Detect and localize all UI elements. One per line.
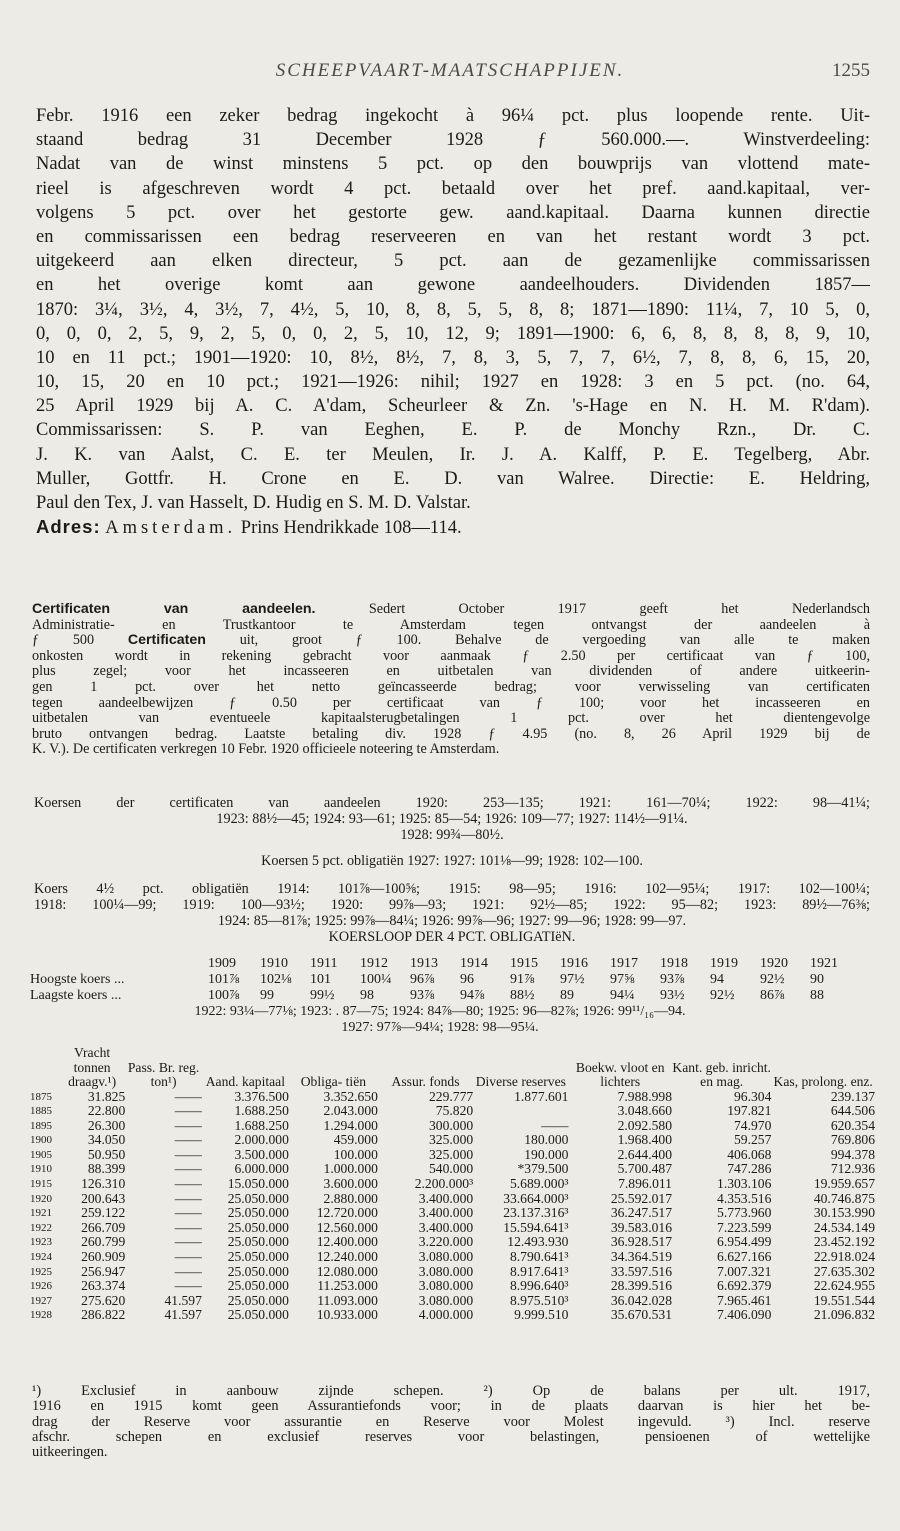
text-line: uitgekeerd aan elken directeur, 5 pct. aan de gezamenlijke commissarissen bbox=[36, 251, 870, 272]
table-cell: 3.080.000 bbox=[418, 1278, 474, 1294]
text-line bbox=[32, 633, 870, 649]
text-line: 10 en 11 pct.; 1901—1920: 10, 8½, 8½, 7, 8, 3, 5, 7, 7, 6½, 7, 8, 8, 6, 15, 20, bbox=[36, 347, 870, 368]
table-cell: 3.080.000 bbox=[418, 1249, 474, 1265]
table-cell: 1.877.601 bbox=[514, 1088, 569, 1104]
table-cell: 36.928.517 bbox=[610, 1234, 672, 1250]
table-cell: 75.820 bbox=[435, 1103, 474, 1119]
table-cell: 12.080.000 bbox=[316, 1263, 378, 1279]
table-row bbox=[30, 1250, 875, 1265]
table-cell: 1.294.000 bbox=[323, 1117, 378, 1133]
text-line: K. V.). De certificaten verkregen 10 Febr. 1920 officieele noteering te Amsterdam. bbox=[32, 742, 500, 758]
text-fragment: uit, groot ƒ 100. Behalve de vergoeding van alle te maken bbox=[239, 633, 870, 649]
table-cell: 25.050.000 bbox=[227, 1292, 289, 1308]
table-row bbox=[30, 1133, 875, 1148]
table-cell: 197.821 bbox=[727, 1103, 772, 1119]
table-cell: 126.310 bbox=[81, 1176, 126, 1192]
table-cell bbox=[473, 1104, 568, 1119]
certificate-prices bbox=[34, 795, 870, 843]
year-cell: 1915 bbox=[510, 956, 538, 971]
text-line: 1870: 3¼, 3½, 4, 3½, 7, 4½, 5, 10, 8, 8, 5, 5, 8, 8; 1871—1890: 11¼, 7, 10 5, 0, bbox=[36, 299, 870, 320]
text-line bbox=[32, 602, 870, 618]
text-line: staand bedrag 31 December 1928 ƒ 560.000.—. Winstverdeeling: bbox=[36, 130, 870, 151]
text-line: Koersen der certificaten van aandeelen 1920: 253—135; 1921: 161—70¼; 1922: 98—41¼; bbox=[34, 795, 870, 811]
text-line: Muller, Gottfr. H. Crone en E. D. van Walree. Directie: E. Heldring, bbox=[36, 468, 870, 489]
text-line: Commissarissen: S. P. van Eeghen, E. P. de Monchy Rzn., Dr. C. bbox=[36, 420, 870, 441]
table-cell: 2.880.000 bbox=[323, 1190, 378, 1206]
table-row bbox=[30, 1148, 875, 1163]
text-line: uitbetalen van eventueele kapitaalsterugbetalingen 1 pct. over het dientengevolge bbox=[32, 711, 870, 727]
table-cell: 260.909 bbox=[81, 1249, 126, 1265]
table-cell: 259.122 bbox=[81, 1205, 126, 1221]
address-city: Amsterdam. bbox=[105, 518, 237, 539]
table-cell: 9.999.510 bbox=[514, 1307, 569, 1323]
table-cell: 644.506 bbox=[830, 1103, 875, 1119]
footnote-line: 1916 en 1915 komt geen Assurantiefonds voor; in de plaats daarvan is hier het be- bbox=[32, 1399, 870, 1415]
table-cell: 300.000 bbox=[428, 1117, 474, 1133]
column-header: Kant. geb. inricht. en mag. bbox=[672, 1059, 771, 1089]
year-cell: 1918 bbox=[660, 956, 688, 971]
koersloop-high-row bbox=[30, 972, 860, 988]
table-row bbox=[30, 1104, 875, 1119]
table-cell: 7.896.011 bbox=[618, 1176, 672, 1192]
table-cell: —— bbox=[174, 1146, 202, 1162]
text-line: rieel is afgeschreven wordt 4 pct. betaald over het pref. aand.kapitaal, ver- bbox=[36, 178, 870, 199]
table-cell: 35.670.531 bbox=[610, 1307, 672, 1323]
text-line: Nadat van de winst minstens 5 pct. op den bouwprijs van vlottend mate- bbox=[36, 154, 870, 175]
table-cell: 3.400.000 bbox=[418, 1219, 474, 1235]
table-cell: 5.689.000³ bbox=[509, 1176, 569, 1192]
text-line: J. K. van Aalst, C. E. ter Meulen, Ir. J. A. Kalff, P. E. Tegelberg, Abr. bbox=[36, 444, 870, 465]
bond-4-5pct-prices bbox=[34, 881, 870, 945]
column-header bbox=[30, 1046, 59, 1090]
table-cell: 1.688.250 bbox=[234, 1103, 289, 1119]
table-cell: 747.286 bbox=[727, 1161, 772, 1177]
table-row bbox=[30, 1177, 875, 1192]
table-cell: 25.050.000 bbox=[227, 1307, 289, 1323]
table-cell: 2.092.580 bbox=[617, 1117, 672, 1133]
table-cell: 74.970 bbox=[734, 1117, 772, 1133]
footnotes bbox=[32, 1384, 870, 1460]
table-row bbox=[30, 1192, 875, 1207]
year-cell: 1924 bbox=[30, 1251, 52, 1264]
price-cell: 102⅛ bbox=[260, 972, 292, 987]
table-cell: 4.353.516 bbox=[717, 1190, 772, 1206]
year-cell: 1910 bbox=[30, 1163, 52, 1176]
column-header: Assur. fonds bbox=[391, 1074, 460, 1089]
running-title: SCHEEPVAART-MAATSCHAPPIJEN. bbox=[275, 60, 625, 81]
balance-table bbox=[30, 1046, 875, 1323]
table-cell: —— bbox=[174, 1263, 202, 1279]
table-cell: 180.000 bbox=[524, 1132, 569, 1148]
table-cell: 6.692.379 bbox=[717, 1278, 772, 1294]
table-cell: 34.050 bbox=[87, 1132, 126, 1148]
table-cell: 25.050.000 bbox=[227, 1263, 289, 1279]
table-cell: 23.137.316³ bbox=[503, 1205, 569, 1221]
price-cell: 93⅞ bbox=[410, 988, 435, 1003]
table-cell: 260.799 bbox=[81, 1234, 126, 1250]
table-row bbox=[30, 1294, 875, 1309]
table-cell: 11.093.000 bbox=[317, 1292, 378, 1308]
column-header: Aand. kapitaal bbox=[205, 1074, 285, 1089]
page-number: 1255 bbox=[832, 60, 870, 81]
table-cell: 28.399.516 bbox=[610, 1278, 672, 1294]
year-cell: 1921 bbox=[30, 1207, 52, 1220]
table-cell: 10.933.000 bbox=[316, 1307, 378, 1323]
address-street: Prins Hendrikkade 108—114. bbox=[240, 518, 462, 539]
price-cell: 97½ bbox=[560, 972, 585, 987]
price-cell: 99 bbox=[260, 988, 274, 1003]
table-cell: 994.378 bbox=[830, 1146, 875, 1162]
table-cell: 12.400.000 bbox=[316, 1234, 378, 1250]
table-cell: 50.950 bbox=[87, 1146, 126, 1162]
table-cell: 190.000 bbox=[524, 1146, 569, 1162]
table-cell: 325.000 bbox=[428, 1132, 474, 1148]
column-header: Diverse reserves bbox=[475, 1074, 566, 1089]
table-cell: 5.700.487 bbox=[617, 1161, 672, 1177]
year-cell: 1914 bbox=[460, 956, 488, 971]
table-row bbox=[30, 1265, 875, 1280]
table-row bbox=[30, 1206, 875, 1221]
table-cell: 3.400.000 bbox=[418, 1190, 474, 1206]
year-cell: 1920 bbox=[760, 956, 788, 971]
table-cell: 12.493.930 bbox=[507, 1234, 569, 1250]
table-cell: 96.304 bbox=[734, 1088, 772, 1104]
year-cell: 1905 bbox=[30, 1148, 52, 1161]
table-row bbox=[30, 1162, 875, 1177]
table-cell: 5.773.960 bbox=[717, 1205, 772, 1221]
table-cell: 41.597 bbox=[164, 1292, 202, 1308]
footnote-line: ¹) Exclusief in aanbouw zijnde schepen. ²) Op de balans per ult. 1917, bbox=[32, 1384, 870, 1399]
year-cell: 1913 bbox=[410, 956, 438, 971]
address-label: Adres: bbox=[36, 516, 101, 538]
table-cell: 8.975.510³ bbox=[509, 1292, 569, 1308]
table-cell: 24.534.149 bbox=[813, 1219, 875, 1235]
table-cell: 2.644.400 bbox=[617, 1146, 672, 1162]
table-cell: 19.551.544 bbox=[813, 1292, 875, 1308]
price-cell: 94⅞ bbox=[460, 988, 485, 1003]
year-cell: 1917 bbox=[610, 956, 638, 971]
page-header bbox=[0, 58, 900, 88]
table-cell: 22.624.955 bbox=[813, 1278, 875, 1294]
table-cell: —— bbox=[541, 1117, 569, 1133]
certificates-section bbox=[32, 602, 870, 758]
text-line: onkosten wordt in rekening gebracht voor aanmaak ƒ 2.50 per certificaat van ƒ 100, bbox=[32, 648, 870, 664]
table-cell: —— bbox=[174, 1278, 202, 1294]
text-line: 1924: 85—81⅞; 1925: 99⅞—84¼; 1926: 99⅞—96; 1927: 99—96; 1928: 99—97. bbox=[217, 913, 687, 929]
table-cell: 1.688.250 bbox=[234, 1117, 289, 1133]
price-cell: 90 bbox=[810, 972, 824, 987]
table-cell: 263.374 bbox=[81, 1278, 126, 1294]
table-cell: 25.050.000 bbox=[227, 1278, 289, 1294]
table-cell: 21.096.832 bbox=[813, 1307, 875, 1323]
year-cell: 1909 bbox=[208, 956, 236, 971]
table-cell: 33.597.516 bbox=[610, 1263, 672, 1279]
table-cell: —— bbox=[174, 1234, 202, 1250]
table-cell: 25.050.000 bbox=[227, 1234, 289, 1250]
price-cell: 88½ bbox=[510, 988, 535, 1003]
table-cell: 40.746.875 bbox=[813, 1190, 875, 1206]
year-cell: 1927 bbox=[30, 1294, 52, 1307]
address-line bbox=[36, 515, 870, 539]
year-cell: 1911 bbox=[310, 956, 338, 971]
table-cell: 26.300 bbox=[87, 1117, 126, 1133]
table-cell: 3.220.000 bbox=[418, 1234, 474, 1250]
table-cell: 6.954.499 bbox=[717, 1234, 772, 1250]
year-cell: 1915 bbox=[30, 1178, 52, 1191]
table-cell: 2.043.000 bbox=[323, 1103, 378, 1119]
table-cell: *379.500 bbox=[517, 1161, 569, 1177]
table-cell: 200.643 bbox=[81, 1190, 126, 1206]
row-label: Laagste koers ... bbox=[30, 988, 122, 1003]
table-cell: 25.050.000 bbox=[227, 1219, 289, 1235]
text-line: Koers 4½ pct. obligatiën 1914: 101⅞—100⅝; 1915: 98—95; 1916: 102—95¼; 1917: 102—100¼; bbox=[34, 881, 870, 897]
price-cell: 93½ bbox=[660, 988, 685, 1003]
table-cell: 39.583.016 bbox=[610, 1219, 672, 1235]
column-header: Obliga- tiën bbox=[300, 1074, 367, 1089]
table-cell: 7.965.461 bbox=[717, 1292, 772, 1308]
text-line: Koersen 5 pct. obligatiën 1927: 1927: 101⅛—99; 1928: 102—100. bbox=[261, 853, 643, 869]
text-line: Administratie- en Trustkantoor te Amsterdam tegen ontvangst der aandeelen à bbox=[32, 617, 870, 633]
text-line: en het overige komt aan gewone aandeelhouders. Dividenden 1857— bbox=[36, 275, 870, 296]
footnote-line: afschr. schepen en exclusief reserves voor belastingen, pensioenen of wettelijke bbox=[32, 1429, 870, 1445]
table-cell: 620.354 bbox=[830, 1117, 875, 1133]
table-cell: 1.968.400 bbox=[617, 1132, 672, 1148]
price-cell: 89 bbox=[560, 988, 574, 1003]
table-cell: —— bbox=[174, 1088, 202, 1104]
text-line: 1922: 93¼—77⅛; 1923: . 87—75; 1924: 84⅞—80; 1925: 96—82⅞; 1926: 99¹¹/₁₆—94. bbox=[194, 1004, 686, 1019]
table-cell: 286.822 bbox=[81, 1307, 126, 1323]
price-cell: 86⅞ bbox=[760, 988, 785, 1003]
table-cell: 34.364.519 bbox=[610, 1249, 672, 1265]
price-cell: 99½ bbox=[310, 988, 335, 1003]
koersloop-table bbox=[30, 956, 870, 1036]
table-cell: 769.806 bbox=[830, 1132, 875, 1148]
price-cell: 88 bbox=[810, 988, 824, 1003]
text-line: 1918: 100¼—99; 1919: 100—93½; 1920: 99⅞—93; 1921: 92½—85; 1922: 95—82; 1923: 89½—76⅜; bbox=[34, 897, 870, 913]
table-cell: 88.399 bbox=[87, 1161, 126, 1177]
table-cell: 22.918.024 bbox=[813, 1249, 875, 1265]
table-cell: 15.594.641³ bbox=[503, 1219, 569, 1235]
table-cell: 100.000 bbox=[333, 1146, 378, 1162]
year-cell: 1912 bbox=[360, 956, 388, 971]
table-cell: 19.959.657 bbox=[813, 1176, 875, 1192]
year-cell: 1928 bbox=[30, 1309, 52, 1322]
table-cell: 25.050.000 bbox=[227, 1249, 289, 1265]
table-row bbox=[30, 1235, 875, 1250]
table-cell: 540.000 bbox=[428, 1161, 474, 1177]
text-line: tegen aandeelbewijzen ƒ 0.50 per certificaat van ƒ 100; voor het incasseeren en bbox=[32, 695, 870, 711]
year-cell: 1916 bbox=[560, 956, 588, 971]
price-cell: 96 bbox=[460, 972, 474, 987]
column-header: Boekw. vloot en lichters bbox=[575, 1059, 665, 1089]
text-line: 0, 0, 0, 2, 5, 9, 2, 5, 0, 0, 2, 5, 10, 12, 9; 1891—1900: 6, 6, 8, 8, 8, 8, 9, 10, bbox=[36, 323, 870, 344]
table-cell: 2.200.000³ bbox=[414, 1176, 474, 1192]
table-cell: 7.007.321 bbox=[717, 1263, 772, 1279]
text-line: 1928: 99¾—80½. bbox=[400, 827, 504, 843]
year-cell: 1923 bbox=[30, 1236, 52, 1249]
table-cell: 15.050.000 bbox=[227, 1176, 289, 1192]
table-cell: 266.709 bbox=[81, 1219, 126, 1235]
table-cell: 22.800 bbox=[87, 1103, 126, 1119]
text-fragment: Sedert October 1917 geeft het Nederlandsch bbox=[368, 602, 870, 617]
table-cell: 8.917.641³ bbox=[509, 1263, 569, 1279]
table-cell: 2.000.000 bbox=[234, 1132, 289, 1148]
table-cell: 23.452.192 bbox=[813, 1234, 875, 1250]
year-cell: 1922 bbox=[30, 1221, 52, 1234]
bond-5pct-prices bbox=[34, 853, 870, 869]
koersloop-year-row bbox=[30, 956, 860, 972]
table-cell: 36.247.517 bbox=[610, 1205, 672, 1221]
table-cell: —— bbox=[174, 1132, 202, 1148]
price-cell: 100¼ bbox=[360, 972, 392, 987]
year-cell: 1926 bbox=[30, 1280, 52, 1293]
table-cell: 406.068 bbox=[727, 1146, 772, 1162]
table-row bbox=[30, 1279, 875, 1294]
footnote-line: drag der Reserve voor assurantie en Reserve voor Molest ingevuld. ³) Incl. reserve bbox=[32, 1414, 870, 1430]
price-cell: 93⅞ bbox=[660, 972, 685, 987]
table-body bbox=[30, 1090, 875, 1324]
certificates-heading: Certificaten van aandeelen. bbox=[32, 602, 316, 617]
price-cell: 98 bbox=[360, 988, 374, 1003]
table-cell: —— bbox=[174, 1117, 202, 1133]
year-cell: 1921 bbox=[810, 956, 838, 971]
row-label: Hoogste koers ... bbox=[30, 972, 125, 987]
price-cell: 92½ bbox=[710, 988, 735, 1003]
year-cell: 1910 bbox=[260, 956, 288, 971]
text-fragment: ƒ 500 bbox=[32, 633, 95, 649]
table-cell: 36.042.028 bbox=[610, 1292, 672, 1308]
text-line: 10, 15, 20 en 10 pct.; 1921—1926: nihil; 1927 en 1928: 3 en 5 pct. (no. 64, bbox=[36, 372, 870, 393]
table-cell: 325.000 bbox=[428, 1146, 474, 1162]
table-cell: 12.240.000 bbox=[316, 1249, 378, 1265]
table-cell: —— bbox=[174, 1205, 202, 1221]
price-cell: 101⅞ bbox=[208, 972, 240, 987]
table-cell: 3.600.000 bbox=[323, 1176, 378, 1192]
table-cell: 8.790.641³ bbox=[509, 1249, 569, 1265]
table-cell: 712.936 bbox=[830, 1161, 875, 1177]
table-cell: 33.664.000³ bbox=[503, 1190, 569, 1206]
price-cell: 96⅞ bbox=[410, 972, 435, 987]
table-cell: 25.050.000 bbox=[227, 1190, 289, 1206]
table-cell: 6.627.166 bbox=[717, 1249, 772, 1265]
table-cell: 30.153.990 bbox=[813, 1205, 875, 1221]
year-cell: 1900 bbox=[30, 1134, 52, 1147]
table-cell: 3.352.650 bbox=[323, 1088, 378, 1104]
table-cell: 11.253.000 bbox=[317, 1278, 378, 1294]
price-cell: 101 bbox=[310, 972, 331, 987]
table-row bbox=[30, 1119, 875, 1134]
text-line: plus zegel; voor het incasseeren en uitbetalen van dividenden of andere uitkeerin- bbox=[32, 664, 870, 680]
year-cell: 1920 bbox=[30, 1192, 52, 1205]
year-cell: 1919 bbox=[710, 956, 738, 971]
table-cell: 12.560.000 bbox=[316, 1219, 378, 1235]
footnote-line: uitkeeringen. bbox=[32, 1445, 108, 1461]
company-description bbox=[36, 104, 870, 539]
price-cell: 92½ bbox=[760, 972, 785, 987]
price-cell: 97⅝ bbox=[610, 972, 635, 987]
table-header-row bbox=[30, 1046, 875, 1090]
table-cell: 12.720.000 bbox=[316, 1205, 378, 1221]
table-cell: —— bbox=[174, 1103, 202, 1119]
koersloop-title: KOERSLOOP DER 4 PCT. OBLIGATIëN. bbox=[328, 929, 576, 945]
year-cell: 1895 bbox=[30, 1119, 52, 1132]
price-cell: 94 bbox=[710, 972, 724, 987]
text-line: 25 April 1929 bij A. C. A'dam, Scheurleer & Zn. 's-Hage en N. H. M. R'dam). bbox=[36, 396, 870, 417]
table-cell: —— bbox=[174, 1176, 202, 1192]
table-cell: 239.137 bbox=[830, 1088, 875, 1104]
table-cell: 3.080.000 bbox=[418, 1263, 474, 1279]
table-cell: 1.303.106 bbox=[717, 1176, 772, 1192]
text-line: bruto ontvangen bedrag. Laatste betaling div. 1928 ƒ 4.95 (no. 8, 26 April 1929 bij de bbox=[32, 726, 870, 742]
table-cell: 3.080.000 bbox=[418, 1292, 474, 1308]
text-line: Febr. 1916 een zeker bedrag ingekocht à 96¼ pct. plus loopende rente. Uit- bbox=[36, 106, 870, 126]
text-line: volgens 5 pct. over het gestorte gew. aand.kapitaal. Daarna kunnen directie bbox=[36, 202, 870, 223]
table-cell: 256.947 bbox=[81, 1263, 126, 1279]
column-header: Vracht tonnen draagv.¹) bbox=[68, 1045, 117, 1089]
table-cell: 275.620 bbox=[81, 1292, 126, 1308]
table-cell: 3.500.000 bbox=[234, 1146, 289, 1162]
table-cell: 3.048.660 bbox=[617, 1103, 672, 1119]
table-cell: 7.988.998 bbox=[617, 1088, 672, 1104]
table-cell: 25.050.000 bbox=[227, 1205, 289, 1221]
price-cell: 91⅞ bbox=[510, 972, 535, 987]
year-cell: 1925 bbox=[30, 1265, 52, 1278]
table-cell: 6.000.000 bbox=[234, 1161, 289, 1177]
table-cell: —— bbox=[174, 1219, 202, 1235]
table-cell: 4.000.000 bbox=[418, 1307, 474, 1323]
table-row bbox=[30, 1221, 875, 1236]
table-cell: 31.825 bbox=[87, 1088, 126, 1104]
table-cell: 3.376.500 bbox=[234, 1088, 289, 1104]
certificates-bold-label: Certificaten bbox=[127, 633, 206, 649]
table-cell: 1.000.000 bbox=[323, 1161, 378, 1177]
column-header: Pass. Br. reg. ton¹) bbox=[127, 1059, 200, 1089]
table-row bbox=[30, 1308, 875, 1323]
column-header: Kas, prolong. enz. bbox=[773, 1074, 873, 1089]
table-cell: 27.635.302 bbox=[813, 1263, 875, 1279]
year-cell: 1885 bbox=[30, 1105, 52, 1118]
text-line: gen 1 pct. over het netto geïncasseerde bedrag; voor verwisseling van certificaten bbox=[32, 679, 870, 695]
table-cell: —— bbox=[174, 1249, 202, 1265]
table-cell: 41.597 bbox=[164, 1307, 202, 1323]
price-cell: 100⅞ bbox=[208, 988, 240, 1003]
table-cell: 8.996.640³ bbox=[509, 1278, 569, 1294]
koersloop-low-row bbox=[30, 988, 860, 1004]
year-cell: 1875 bbox=[30, 1090, 52, 1103]
table-cell: 25.592.017 bbox=[610, 1190, 672, 1206]
price-cell: 94¼ bbox=[610, 988, 635, 1003]
table-cell: —— bbox=[174, 1190, 202, 1206]
table-cell: 7.223.599 bbox=[717, 1219, 772, 1235]
table-cell: 229.777 bbox=[428, 1088, 474, 1104]
table-cell: 459.000 bbox=[333, 1132, 378, 1148]
text-line: Paul den Tex, J. van Hasselt, D. Hudig en S. M. D. Valstar. bbox=[36, 493, 471, 513]
text-line: en commissarissen een bedrag reserveeren en van het restant wordt 3 pct. bbox=[36, 226, 870, 247]
table-cell: 7.406.090 bbox=[717, 1307, 772, 1323]
table-cell: 3.400.000 bbox=[418, 1205, 474, 1221]
table-row bbox=[30, 1090, 875, 1105]
table-cell: 59.257 bbox=[734, 1132, 772, 1148]
text-line: 1923: 88½—45; 1924: 93—61; 1925: 85—54; 1926: 109—77; 1927: 114½—91¼. bbox=[216, 811, 688, 827]
text-line: 1927: 97⅞—94¼; 1928: 98—95¼. bbox=[341, 1020, 539, 1035]
table-cell: —— bbox=[174, 1161, 202, 1177]
